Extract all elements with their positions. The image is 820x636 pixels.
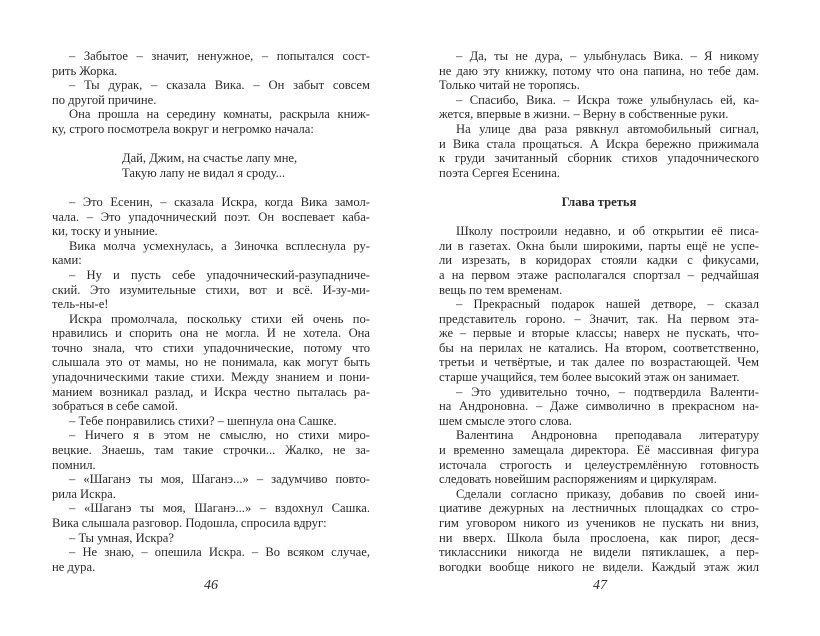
paragraph — [52, 239, 370, 268]
paragraph — [52, 472, 370, 501]
text-line: жется, впервые в жизни. – Верну в собственные руки. — [439, 107, 729, 122]
spacer — [52, 137, 370, 152]
page-number-right: 47 — [593, 578, 607, 593]
verse-line: Такую лапу не видал я сроду... — [122, 165, 286, 180]
text-line: – «Шаганэ ты моя, Шаганэ...» – задумчиво повто- — [69, 472, 370, 487]
text-line: тель-ны-е! — [52, 297, 109, 312]
text-line: Валентина Андроновна преподавала литературу — [456, 428, 759, 443]
text-line: к груди зачитанный сборник стихов упадочнического — [439, 151, 759, 166]
text-line: ни вверх. Школа была прослоена, как пирог, деся- — [439, 530, 759, 545]
text-line: – Забытое – значит, ненужное, – попытался сост- — [69, 49, 370, 63]
paragraph — [52, 545, 370, 574]
right-page-text — [439, 49, 759, 574]
paragraph — [439, 385, 759, 429]
text-line: Вика слышала разговор. Подошла, спросила вдруг: — [52, 516, 327, 530]
text-line: вецкие. Знаешь, там такие строчки... Жалко, не за- — [52, 443, 370, 458]
text-line: шем смысле этого слова. — [439, 413, 573, 428]
text-line: Вика молча усмехнулась, а Зиночка всплеснула ру- — [69, 238, 370, 253]
text-line: – Ты дурак, – сказала Вика. – Он забыт совсем — [69, 78, 370, 93]
text-line: а на первом этаже располагался спортзал – редчайшая — [439, 267, 759, 282]
paragraph — [52, 195, 370, 239]
text-line: гим уговором никого из учеников не пускать ни вниз, — [439, 516, 759, 530]
text-line: старше учащийся, тем более высокий этаж он занимает. — [439, 370, 740, 385]
text-line: манием возникал разлад, и Искра честно пыталась ра- — [52, 384, 370, 399]
text-line: Только читай не торопясь. — [439, 78, 580, 93]
text-line: ли изрезать, в коридорах стояли кадки с фикусами, — [439, 253, 759, 268]
text-line: зобраться в себе самой. — [52, 399, 178, 414]
paragraph — [439, 297, 759, 385]
text-line: – Да, ты не дура, – улыбнулась Вика. – Я никому — [456, 49, 759, 63]
text-line: – «Шаганэ ты моя, Шаганэ...» – вздохнул Сашка. — [69, 501, 370, 516]
text-line: не даю эту книжку, потому что она папина, но тебе дам. — [439, 63, 759, 78]
paragraph — [52, 78, 370, 107]
paragraph — [52, 414, 370, 429]
chapter-heading: Глава третья — [561, 194, 637, 209]
paragraph — [52, 312, 370, 414]
text-line: – Ну и пусть себе упадочнический-разупадниче- — [69, 267, 370, 282]
text-line: точно знала, что стихи упадочнические, потому что — [52, 340, 370, 355]
paragraph — [52, 49, 370, 78]
text-line: же – первые и вторые классы; наверх не пускать, что- — [439, 326, 759, 341]
verse-stanza — [52, 151, 370, 180]
text-line: – Спасибо, Вика. – Искра тоже улыбнулась ей, ка- — [456, 92, 759, 107]
paragraph — [439, 49, 759, 93]
text-line: Искра промолчала, поскольку стихи ей очень по- — [69, 311, 370, 326]
text-line: – Это Есенин, – сказала Искра, когда Вика замол- — [69, 194, 370, 209]
text-line: Школу построили недавно, и об открытии её писа- — [456, 224, 759, 239]
paragraph — [439, 224, 759, 297]
text-line: по другой причине. — [52, 92, 157, 107]
text-line: ки, тоску и уныние. — [52, 224, 158, 239]
text-line: ку, строго посмотрела вокруг и негромко начала: — [52, 121, 314, 136]
text-line: ками: — [52, 253, 82, 268]
paragraph — [52, 268, 370, 312]
paragraph — [52, 428, 370, 472]
text-line: вещь по тем временам. — [439, 282, 563, 297]
text-line: Она прошла на середину комнаты, раскрыла книж- — [69, 107, 370, 122]
spacer — [439, 180, 759, 195]
paragraph — [439, 487, 759, 575]
text-line: чала. – Это упадочнический поэт. Он воспевает каба- — [52, 209, 370, 224]
text-line: третьи и четвёртые, и так далее по возрастающей. Чем — [439, 355, 759, 370]
paragraph — [439, 122, 759, 180]
text-line: и временно замещала директора. Её массивная фигура — [439, 443, 759, 458]
text-line: рить Жорка. — [52, 63, 118, 78]
text-line: рила Искра. — [52, 486, 116, 501]
text-line: поэта Сергея Есенина. — [439, 165, 560, 180]
text-line: циативе дежурных на лестничных площадках со стро- — [439, 501, 759, 516]
text-line: бы на перилах не катались. На втором, соответственно, — [439, 340, 759, 355]
text-line: не дура. — [52, 559, 96, 574]
text-line: – Ничего я в этом не смыслю, но стихи миро- — [69, 428, 370, 443]
text-line: – Ты умная, Искра? — [69, 530, 174, 545]
paragraph — [439, 93, 759, 122]
verse-line: Дай, Джим, на счастье лапу мне, — [122, 151, 298, 166]
right-page — [410, 0, 820, 636]
text-line: нравились и спорить она не могла. И не хотела. Она — [52, 326, 370, 341]
text-line: представитель гороно. – Значит, так. На первом эта- — [439, 311, 759, 326]
text-line: следовать новейшим распоряжениям и циркулярам. — [439, 472, 717, 487]
text-line: ский. Это изумительные стихи, вот и всё. И-зу-ми- — [52, 282, 370, 297]
paragraph — [52, 107, 370, 136]
page-number-left: 46 — [204, 578, 218, 593]
text-line: – Не знаю, – опешила Искра. – Во всяком случае, — [69, 545, 370, 560]
left-page-text — [52, 49, 370, 574]
text-line: тиклассники никогда не видели пятиклашек, а пер- — [439, 545, 759, 560]
text-line: упадочническими такие стихи. Между знанием и пони- — [52, 370, 370, 385]
text-line: вогодки вообще никого не видели. Каждый этаж жил — [439, 559, 759, 574]
paragraph — [52, 501, 370, 530]
paragraph — [52, 531, 370, 546]
text-line: – Это удивительно точно, – подтвердила Валенти- — [456, 384, 759, 399]
paragraph — [439, 428, 759, 486]
text-line: На улице два раза рявкнул автомобильный сигнал, — [456, 121, 759, 136]
spacer — [52, 180, 370, 195]
text-line: – Тебе понравились стихи? – шепнула она Сашке. — [69, 413, 337, 428]
text-line: и Вика стала прощаться. А Искра бережно прижимала — [439, 136, 759, 151]
text-line: помнил. — [52, 457, 96, 472]
text-line: Сделали согласно приказу, добавив по своей ини- — [456, 486, 759, 501]
spacer — [439, 210, 759, 225]
text-line: источала строгость и целеустремлённую готовность — [439, 457, 759, 472]
text-line: на Андроновна. – Даже символично в прекрасном на- — [439, 399, 759, 414]
text-line: ли в газетах. Окна были широкими, парты ещё не успе- — [439, 238, 759, 253]
text-line: – Прекрасный подарок нашей детворе, – сказал — [456, 297, 759, 312]
text-line: слышала это от мамы, но не понимала, как могут быть — [52, 355, 370, 370]
